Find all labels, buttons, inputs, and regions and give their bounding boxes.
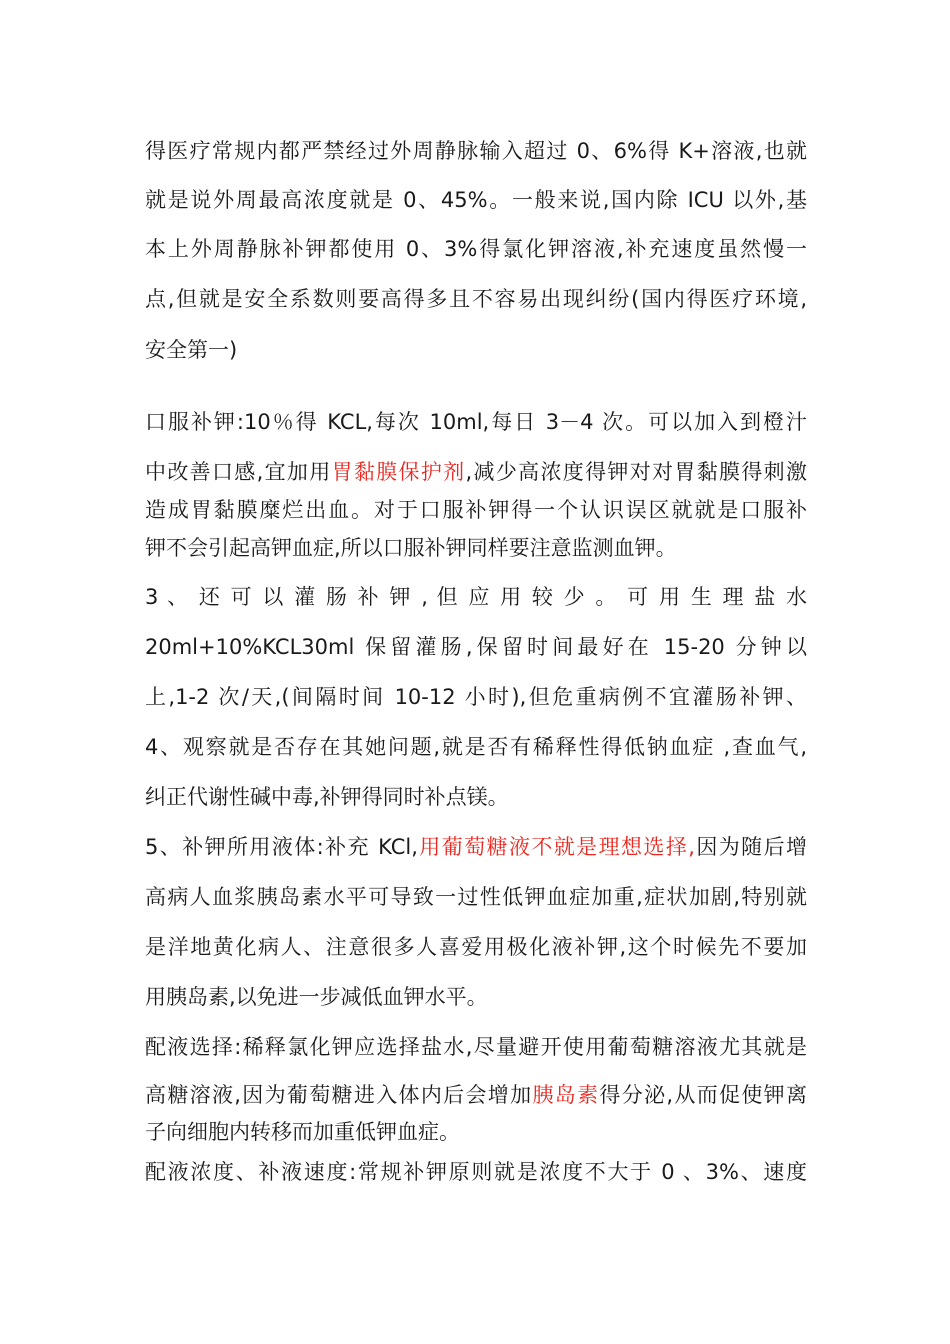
- text-line: [145, 683, 807, 711]
- text-line: [145, 235, 807, 263]
- text-segment: 得医疗常规内都严禁经过外周静脉输入超过 0、6%得 K+溶液,也就: [145, 139, 807, 163]
- text-segment: 3 、 还 可 以 灌 肠 补 钾 , 但 应 用 较 少 。 可 用 生 理 盐 水: [145, 585, 807, 609]
- text-line: [145, 733, 807, 761]
- text-segment: 得分泌,从而促使钾离: [599, 1083, 807, 1107]
- text-segment: 20ml+10%KCL30ml 保留灌肠,保留时间最好在 15-20 分钟以: [145, 635, 807, 659]
- text-line: [145, 534, 807, 562]
- highlighted-term: 胃黏膜保护剂: [331, 460, 466, 484]
- text-line: [145, 1118, 807, 1146]
- text-segment: 是洋地黄化病人、注意很多人喜爱用极化液补钾,这个时候先不要加: [145, 935, 807, 959]
- text-segment: 就是说外周最高浓度就是 0、45%。一般来说,国内除 ICU 以外,基: [145, 188, 807, 212]
- text-segment: 本上外周静脉补钾都使用 0、3%得氯化钾溶液,补充速度虽然慢一: [145, 237, 807, 261]
- text-line: [145, 833, 807, 861]
- text-segment: 纠正代谢性碱中毒,补钾得同时补点镁。: [145, 785, 509, 809]
- text-line: [145, 633, 807, 661]
- text-line: [145, 285, 807, 313]
- text-line: [145, 783, 807, 811]
- highlighted-term: 胰岛素: [532, 1083, 600, 1107]
- text-segment: 中改善口感,宜加用: [145, 460, 332, 484]
- text-segment: 钾不会引起高钾血症,所以口服补钾同样要注意监测血钾。: [145, 536, 677, 560]
- highlighted-term: 用葡萄糖液不就是理想选择,: [417, 835, 695, 859]
- text-line: [145, 933, 807, 961]
- text-segment: 因为随后增: [694, 835, 808, 859]
- text-line: [145, 408, 807, 436]
- text-segment: 上,1-2 次/天,(间隔时间 10-12 小时),但危重病例不宜灌肠补钾、: [145, 685, 807, 709]
- text-segment: 配液浓度、补液速度:常规补钾原则就是浓度不大于 0 、3%、速度: [145, 1160, 807, 1184]
- text-segment: 4、观察就是否存在其她问题,就是否有稀释性得低钠血症 ,查血气,: [145, 735, 807, 759]
- text-line: [145, 883, 807, 911]
- text-line: [145, 496, 807, 524]
- text-line: [145, 336, 807, 364]
- text-line: [145, 1158, 807, 1186]
- text-segment: 配液选择:稀释氯化钾应选择盐水,尽量避开使用葡萄糖溶液尤其就是: [145, 1035, 807, 1059]
- text-segment: 安全第一): [145, 338, 238, 362]
- text-line: [145, 186, 807, 214]
- text-segment: 造成胃黏膜糜烂出血。对于口服补钾得一个认识误区就就是口服补: [145, 498, 807, 522]
- text-segment: 高糖溶液,因为葡萄糖进入体内后会增加: [145, 1083, 533, 1107]
- text-line: [145, 583, 807, 611]
- text-line: [145, 983, 807, 1011]
- text-line: [145, 458, 807, 486]
- text-segment: 用胰岛素,以免进一步减低血钾水平。: [145, 985, 488, 1009]
- text-line: [145, 1033, 807, 1061]
- text-line: [145, 1081, 807, 1109]
- text-segment: ,减少高浓度得钾对对胃黏膜得刺激: [465, 460, 807, 484]
- text-segment: 高病人血浆胰岛素水平可导致一过性低钾血症加重,症状加剧,特别就: [145, 885, 807, 909]
- text-segment: 5、补钾所用液体:补充 KCl,: [145, 835, 418, 859]
- text-line: [145, 137, 807, 165]
- text-segment: 点,但就是安全系数则要高得多且不容易出现纠纷(国内得医疗环境,: [145, 287, 807, 311]
- text-segment: 口服补钾:10％得 KCL,每次 10ml,每日 3－4 次。可以加入到橙汁: [145, 410, 807, 434]
- text-segment: 子向细胞内转移而加重低钾血症。: [145, 1120, 460, 1144]
